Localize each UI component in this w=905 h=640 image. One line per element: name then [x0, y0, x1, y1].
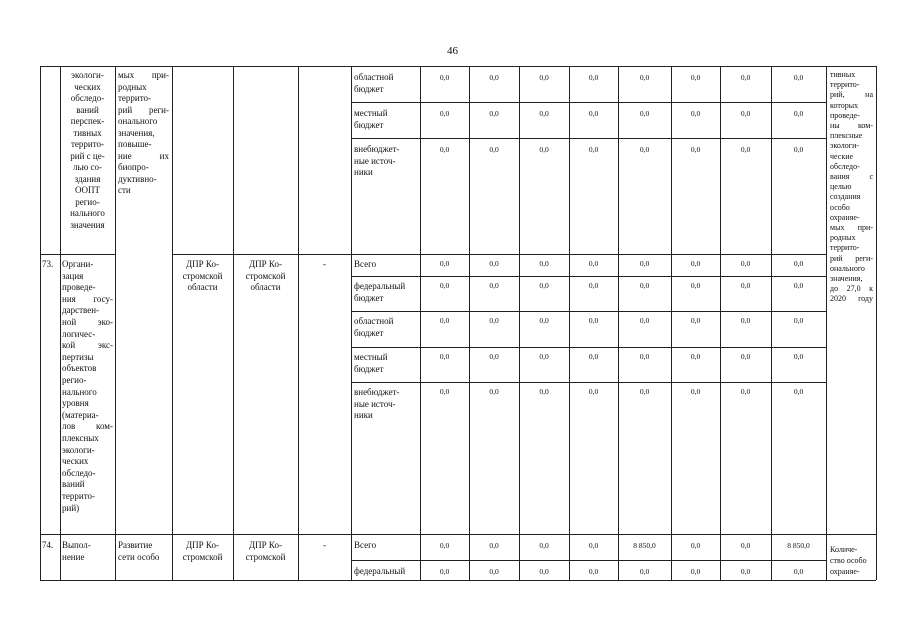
source-label: ники [354, 410, 373, 420]
row73-name-text: пертизы [62, 351, 94, 362]
column-rule [233, 66, 234, 580]
amount-cell: 0,0 [690, 73, 701, 82]
source-label: бюджет [354, 292, 384, 303]
row72-goal-text: биопро- [118, 162, 149, 172]
row73-name-text: ной эко- [62, 317, 113, 327]
amount-cell: 0,0 [740, 73, 751, 82]
row72-goal-text: повыше- [118, 139, 152, 149]
source-label: бюджет [354, 363, 384, 374]
amount-cell: 0,0 [588, 316, 599, 325]
amount-cell: 0,0 [639, 259, 650, 268]
row72-goal-text: значения, [118, 127, 155, 138]
amount-cell: 0,0 [639, 281, 650, 290]
row72-name-text: значения [70, 219, 105, 230]
result-text: онального [830, 263, 865, 273]
amount-cell: 0,0 [489, 387, 499, 396]
result-text: 2020 году [830, 294, 873, 304]
amount-cell: 0,0 [588, 73, 599, 82]
row72-name-text: лью со- [72, 162, 103, 172]
source-label: областной [354, 72, 394, 82]
amount-cell: 0,0 [588, 259, 599, 268]
row74-result-text: Количе- [830, 545, 858, 554]
row74-result-text: ство особо [830, 556, 867, 565]
amount-cell: 0,0 [690, 145, 701, 154]
row73-name-text: террито- [62, 491, 96, 501]
row73-name-text: ваний [62, 479, 85, 490]
source-label: внебюджет- [354, 387, 400, 397]
row73-executor: области [187, 282, 218, 292]
amount-cell: 0,0 [588, 567, 599, 576]
amount-cell: 0,0 [489, 541, 499, 550]
amount-cell: 0,0 [588, 541, 599, 550]
amount-cell: 0,0 [489, 259, 499, 268]
subrow-rule [351, 311, 826, 312]
amount-cell: 0,0 [793, 281, 804, 290]
amount-cell: 0,0 [690, 259, 701, 268]
amount-cell: 0,0 [793, 316, 804, 325]
subrow-rule [351, 560, 826, 561]
amount-cell: 0,0 [489, 281, 499, 290]
amount-cell: 0,0 [740, 109, 751, 118]
row72-goal-text: мых при- [118, 70, 169, 80]
column-rule [172, 66, 173, 580]
row74-dash: - [323, 540, 326, 550]
amount-cell: 0,0 [793, 259, 804, 268]
row74-result-text: охраняе- [830, 567, 860, 576]
amount-cell: 0,0 [639, 316, 650, 325]
source-label: Всего [354, 540, 377, 550]
amount-cell: 0,0 [639, 387, 650, 396]
row73-name-text: плексных [62, 433, 99, 443]
row72-goal-text: родных [118, 81, 147, 92]
amount-cell: 0,0 [489, 567, 499, 576]
amount-cell: 0,0 [439, 316, 450, 325]
row73-name-text: рий) [62, 502, 80, 513]
amount-cell: 8 850,0 [633, 541, 656, 550]
row72-goal-text: сти [118, 185, 131, 195]
amount-cell: 0,0 [439, 145, 450, 154]
amount-cell: 0,0 [639, 352, 650, 361]
subrow-rule [351, 347, 826, 348]
row74-number: 74. [42, 540, 54, 550]
table-top-rule [40, 66, 876, 67]
amount-cell: 0,0 [588, 387, 599, 396]
row73-executor: ДПР Ко- [186, 259, 219, 269]
result-text: террито- [830, 243, 860, 253]
amount-cell: 0,0 [539, 567, 549, 576]
source-label: ники [354, 167, 373, 177]
amount-cell: 0,0 [740, 259, 751, 268]
result-text: которых [830, 100, 859, 110]
source-label: Всего [354, 259, 377, 269]
result-text: создания [830, 192, 861, 202]
row72-name-text: здания [74, 173, 101, 184]
amount-cell: 0,0 [439, 387, 450, 396]
row73-number: 73. [42, 259, 54, 269]
amount-cell: 0,0 [740, 281, 751, 290]
amount-cell: 0,0 [539, 316, 549, 325]
row73-name-text: уровня [62, 398, 89, 409]
row73-coexecutor: ДПР Ко- [249, 259, 282, 269]
amount-cell: 0,0 [740, 145, 751, 154]
result-text: рий, на [830, 90, 873, 100]
amount-cell: 0,0 [439, 281, 450, 290]
row72-name-text: террито- [70, 139, 105, 149]
amount-cell: 0,0 [740, 387, 751, 396]
row72-name-text: экологи- [71, 70, 104, 80]
row72-name-text: нального [70, 208, 105, 218]
row73-name-text: объектов [62, 363, 97, 374]
amount-cell: 0,0 [639, 145, 650, 154]
source-label: местный [354, 352, 388, 362]
column-rule [876, 66, 877, 580]
amount-cell: 0,0 [489, 352, 499, 361]
source-label: бюджет [354, 327, 384, 338]
amount-cell: 0,0 [639, 109, 650, 118]
row74-goal-text: Развитие [118, 540, 153, 550]
result-text: проведе- [830, 110, 860, 120]
result-text: особо [830, 202, 850, 212]
page-number: 46 [447, 45, 458, 57]
row-rule [40, 534, 876, 535]
amount-cell: 0,0 [740, 352, 751, 361]
row74-coexecutor: стромской [245, 551, 286, 562]
amount-cell: 0,0 [439, 259, 450, 268]
result-text: целью [830, 182, 852, 192]
result-text: до 27,0 к [830, 284, 873, 294]
source-label: ные источ- [354, 398, 396, 409]
row73-dash: - [323, 259, 326, 269]
row74-coexecutor: ДПР Ко- [249, 540, 282, 550]
amount-cell: 0,0 [793, 73, 804, 82]
row73-name-text: проведе- [62, 282, 96, 293]
row72-name-text: регио- [75, 196, 100, 207]
result-text: экологи- [830, 141, 860, 151]
source-label: федеральный [354, 281, 406, 291]
amount-cell: 0,0 [539, 352, 549, 361]
amount-cell: 0,0 [690, 352, 701, 361]
row73-name-text: Органи- [62, 259, 94, 269]
row72-goal-text: ние их [118, 150, 169, 161]
row73-name-text: логичес- [62, 328, 96, 339]
source-label: бюджет [354, 119, 384, 130]
amount-cell: 0,0 [690, 387, 701, 396]
source-label: местный [354, 108, 388, 118]
amount-cell: 8 850,0 [787, 541, 810, 550]
row72-name-text: перспек- [70, 116, 105, 126]
row73-name-text: дарствен- [62, 305, 100, 316]
row73-name-text: обследо- [62, 467, 96, 478]
row72-goal-text: террито- [118, 93, 152, 103]
amount-cell: 0,0 [539, 387, 549, 396]
amount-cell: 0,0 [489, 145, 499, 154]
amount-cell: 0,0 [793, 352, 804, 361]
row73-name-text: ния госу- [62, 293, 113, 304]
result-text: значения, [830, 274, 863, 283]
row73-coexecutor: области [250, 282, 281, 292]
row72-name-text: тивных [73, 127, 102, 138]
row72-name-text: ваний [76, 104, 99, 115]
row72-goal-text: дуктивно- [118, 173, 157, 184]
amount-cell: 0,0 [588, 109, 599, 118]
amount-cell: 0,0 [439, 541, 450, 550]
result-text: ны ком- [830, 121, 873, 130]
row73-name-text: экологи- [62, 444, 95, 455]
amount-cell: 0,0 [740, 541, 751, 550]
amount-cell: 0,0 [539, 109, 549, 118]
source-label: областной [354, 316, 394, 326]
amount-cell: 0,0 [690, 281, 701, 290]
amount-cell: 0,0 [793, 387, 804, 396]
result-text: вания с [830, 172, 873, 181]
result-text: обследо- [830, 161, 860, 171]
amount-cell: 0,0 [489, 316, 499, 325]
row73-name-text: зация [62, 270, 84, 281]
amount-cell: 0,0 [439, 73, 450, 82]
row-rule [172, 254, 826, 255]
row74-name-text: Выпол- [62, 540, 91, 550]
row72-goal-text: рий реги- [118, 104, 169, 115]
amount-cell: 0,0 [690, 316, 701, 325]
amount-cell: 0,0 [439, 352, 450, 361]
result-text: плексные [830, 131, 863, 141]
source-label: ные источ- [354, 155, 396, 166]
row73-name-text: лов ком- [62, 421, 113, 432]
row73-name-text: регио- [62, 375, 87, 385]
result-text: террито- [830, 80, 860, 90]
amount-cell: 0,0 [439, 567, 450, 576]
result-text: родных [830, 233, 856, 243]
amount-cell: 0,0 [639, 73, 650, 82]
subrow-rule [351, 102, 826, 103]
row72-name-text: обследо- [70, 93, 105, 103]
column-rule [115, 66, 116, 580]
row72-name-text: ческих [74, 81, 101, 92]
amount-cell: 0,0 [690, 109, 701, 118]
source-label: бюджет [354, 83, 384, 94]
row73-name-text: ческих [62, 456, 89, 467]
result-text: мых при- [830, 223, 873, 232]
row73-name-text: кой экс- [62, 340, 113, 351]
row73-coexecutor: стромской [245, 270, 286, 281]
result-text: охраняе- [830, 212, 860, 222]
amount-cell: 0,0 [439, 109, 450, 118]
amount-cell: 0,0 [539, 541, 549, 550]
row72-goal-text: онального [118, 116, 158, 126]
amount-cell: 0,0 [489, 73, 499, 82]
result-text: тивных [830, 70, 856, 79]
amount-cell: 0,0 [639, 567, 650, 576]
result-text: ческие [830, 151, 854, 161]
amount-cell: 0,0 [740, 316, 751, 325]
table-bottom-rule [40, 580, 876, 581]
amount-cell: 0,0 [588, 281, 599, 290]
row73-name-text: (материа- [62, 409, 99, 420]
row72-name-text: рий с це- [70, 150, 105, 161]
subrow-rule [351, 276, 826, 277]
amount-cell: 0,0 [740, 567, 751, 576]
amount-cell: 0,0 [588, 145, 599, 154]
source-label: внебюджет- [354, 144, 400, 154]
row73-executor: стромской [182, 270, 223, 281]
subrow-rule [351, 382, 826, 383]
amount-cell: 0,0 [539, 259, 549, 268]
subrow-rule [351, 138, 826, 139]
amount-cell: 0,0 [690, 541, 701, 550]
column-rule [60, 66, 61, 580]
row72-name-text: ООПТ [75, 185, 100, 195]
amount-cell: 0,0 [489, 109, 499, 118]
column-rule [826, 66, 827, 580]
source-label: федеральный [354, 566, 406, 576]
row74-goal-text: сети особо [118, 551, 160, 562]
result-text: рий реги- [830, 253, 873, 263]
column-rule [298, 66, 299, 580]
row74-executor: ДПР Ко- [186, 540, 219, 550]
amount-cell: 0,0 [793, 109, 804, 118]
amount-cell: 0,0 [539, 73, 549, 82]
row-rule [40, 254, 115, 255]
row74-name-text: нение [62, 551, 85, 562]
amount-cell: 0,0 [539, 281, 549, 290]
row74-executor: стромской [182, 551, 223, 562]
amount-cell: 0,0 [588, 352, 599, 361]
amount-cell: 0,0 [793, 145, 804, 154]
amount-cell: 0,0 [539, 145, 549, 154]
column-rule [40, 66, 41, 580]
column-rule [351, 66, 352, 580]
amount-cell: 0,0 [793, 567, 804, 576]
row73-name-text: нального [62, 386, 97, 397]
amount-cell: 0,0 [690, 567, 701, 576]
